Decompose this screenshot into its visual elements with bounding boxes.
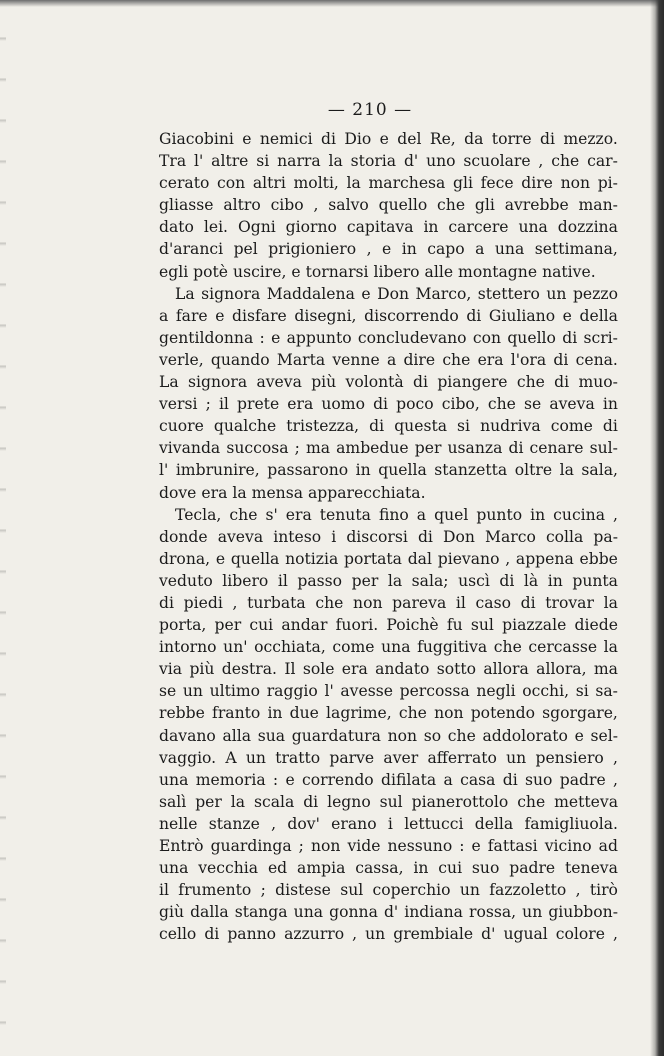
text-line: gliasse altro cibo , salvo quello che gli avrebbe man- bbox=[159, 196, 618, 215]
text-line: egli potè uscire, e tornarsi libero alle montagne native. bbox=[159, 262, 596, 281]
text-line: veduto libero il passo per la sala; uscì di là in punta bbox=[159, 571, 618, 590]
text-line: d'aranci pel prigioniero , e in capo a una settimana, bbox=[159, 240, 618, 259]
text-line: il frumento ; distese sul coperchio un fazzoletto , tirò bbox=[159, 881, 618, 900]
text-line: giù dalla stanga una gonna d' indiana rossa, un giubbon- bbox=[159, 903, 618, 922]
text-line: drona, e quella notizia portata dal pievano , appena ebbe bbox=[159, 549, 618, 568]
text-line: se un ultimo raggio l' avesse percossa negli occhi, si sa- bbox=[159, 682, 618, 701]
text-line: cuore qualche tristezza, di questa si nudriva come di bbox=[159, 417, 618, 436]
text-line: davano alla sua guardatura non so che addolorato e sel- bbox=[159, 726, 618, 745]
body-text bbox=[159, 128, 618, 945]
text-line: di piedi , turbata che non pareva il caso di trovar la bbox=[159, 593, 618, 612]
text-line: intorno un' occhiata, come una fuggitiva che cercasse la bbox=[159, 638, 618, 657]
text-line: La signora Maddalena e Don Marco, stettero un pezzo bbox=[175, 284, 618, 303]
text-line: versi ; il prete era uomo di poco cibo, che se aveva in bbox=[159, 395, 618, 414]
text-line: verle, quando Marta venne a dire che era l'ora di cena. bbox=[159, 350, 618, 369]
text-line: rebbe franto in due lagrime, che non potendo sgorgare, bbox=[159, 704, 618, 723]
text-line: La signora aveva più volontà di piangere che di muo- bbox=[159, 373, 618, 392]
text-line: Giacobini e nemici di Dio e del Re, da torre di mezzo. bbox=[159, 130, 618, 148]
text-line: dove era la mensa apparecchiata. bbox=[159, 483, 426, 502]
left-margin-marks bbox=[0, 0, 6, 1056]
text-line: nelle stanze , dov' erano i lettucci della famigliuola. bbox=[159, 814, 618, 833]
text-line: vivanda succosa ; ma ambedue per usanza di cenare sul- bbox=[159, 439, 618, 458]
text-line: porta, per cui andar fuori. Poichè fu sul piazzale diede bbox=[159, 616, 618, 635]
text-line: salì per la scala di legno sul pianerottolo che metteva bbox=[159, 792, 618, 811]
text-line: a fare e disfare disegni, discorrendo di Giuliano e della bbox=[159, 306, 618, 325]
text-line: cerato con altri molti, la marchesa gli fece dire non pi- bbox=[159, 174, 618, 193]
text-line: cello di panno azzurro , un grembiale d' ugual colore , bbox=[159, 925, 618, 944]
text-line: vaggio. A un tratto parve aver afferrato un pensiero , bbox=[159, 748, 618, 767]
text-line: dato lei. Ogni giorno capitava in carcere una dozzina bbox=[159, 218, 618, 237]
text-line: l' imbrunire, passarono in quella stanzetta oltre la sala, bbox=[159, 461, 618, 480]
text-line: donde aveva inteso i discorsi di Don Marco colla pa- bbox=[159, 527, 618, 546]
book-gutter-shadow bbox=[650, 0, 664, 1056]
page-number: — 210 — bbox=[327, 100, 413, 120]
text-line: Tra l' altre si narra la storia d' uno scuolare , che car- bbox=[159, 152, 618, 171]
text-line: Entrò guardinga ; non vide nessuno : e fattasi vicino ad bbox=[159, 837, 618, 855]
page-top-edge bbox=[0, 0, 664, 7]
text-line: via più destra. Il sole era andato sotto allora allora, ma bbox=[159, 660, 618, 679]
text-line: una vecchia ed ampia cassa, in cui suo padre teneva bbox=[159, 859, 618, 878]
text-line: Tecla, che s' era tenuta fino a quel punto in cucina , bbox=[175, 505, 618, 524]
text-line: gentildonna : e appunto concludevano con quello di scri- bbox=[159, 328, 618, 347]
text-line: una memoria : e correndo difilata a casa di suo padre , bbox=[159, 770, 618, 789]
